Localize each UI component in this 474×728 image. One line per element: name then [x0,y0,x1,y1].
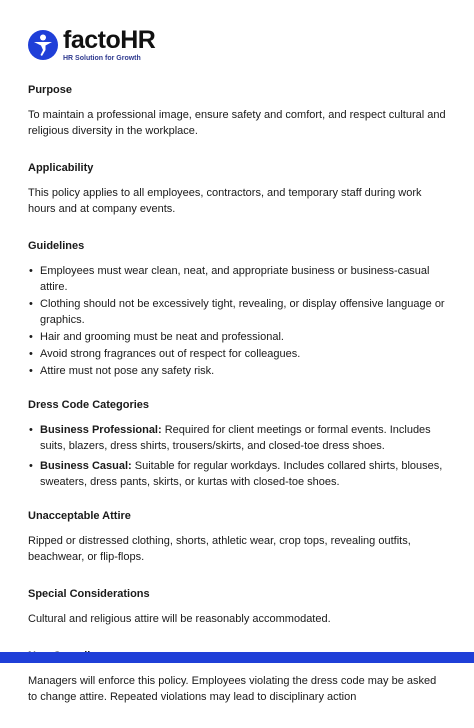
section-applicability [28,162,448,217]
bullet-icon: • [29,348,33,360]
list-item: • Attire must not pose any safety risk. [29,365,215,377]
list-item: • Hair and grooming must be neat and professional. [29,331,284,343]
category-label: Business Professional: [40,424,162,436]
section-categories [28,399,448,490]
list-item [28,422,448,454]
section-heading: Purpose [28,84,73,96]
section-heading: Guidelines [28,240,85,252]
brand-logo [28,28,155,62]
section-guidelines [28,240,448,379]
section-text: This policy applies to all employees, contractors, and temporary staff during work hours and at company events. [28,187,422,215]
bullet-icon: • [29,424,33,436]
section-text: Managers will enforce this policy. Employees violating the dress code may be asked to change attire. Repeated violations may lead to disciplinary action [28,675,437,703]
bullet-icon: • [29,365,33,377]
section-text: Ripped or distressed clothing, shorts, athletic wear, crop tops, revealing outfits, beachwear, or flip-flops. [28,535,411,563]
section-text: Cultural and religious attire will be reasonably accommodated. [28,613,331,625]
section-heading: Unacceptable Attire [28,510,131,522]
brand-name: factoHR [63,26,156,54]
section-text: To maintain a professional image, ensure safety and comfort, and respect cultural and religious diversity in the workplace. [28,109,446,137]
policy-document [28,84,448,728]
categories-list [28,422,448,490]
list-item: • Clothing should not be excessively tight, revealing, or display offensive language or graphics. [29,298,445,326]
bullet-icon: • [29,298,33,310]
bullet-icon: • [29,460,33,472]
section-purpose [28,84,448,139]
brand-tagline: HR Solution for Growth [63,55,141,62]
section-special [28,588,448,627]
bullet-icon: • [29,331,33,343]
list-item: • Avoid strong fragrances out of respect for colleagues. [29,348,301,360]
footer-bar [0,652,474,663]
list-item: • Employees must wear clean, neat, and appropriate business or business-casual attire. [29,265,430,293]
section-heading: Applicability [28,162,94,174]
person-circle-icon [28,30,58,60]
guidelines-list [28,263,448,379]
category-label: Business Casual: [40,460,132,472]
list-item [28,458,448,490]
section-heading: Special Considerations [28,588,150,600]
bullet-icon: • [29,265,33,277]
section-heading: Dress Code Categories [28,399,150,411]
section-unacceptable [28,510,448,565]
category-text: Required for client meetings or formal events. Includes suits, blazers, dress shirts, trousers/skirts, and closed-toe dress shoes. [40,424,431,452]
category-text: Suitable for regular workdays. Includes collared shirts, blouses, sweaters, dress pants, skirts, or kurtas with closed-toe shoes. [40,460,443,488]
